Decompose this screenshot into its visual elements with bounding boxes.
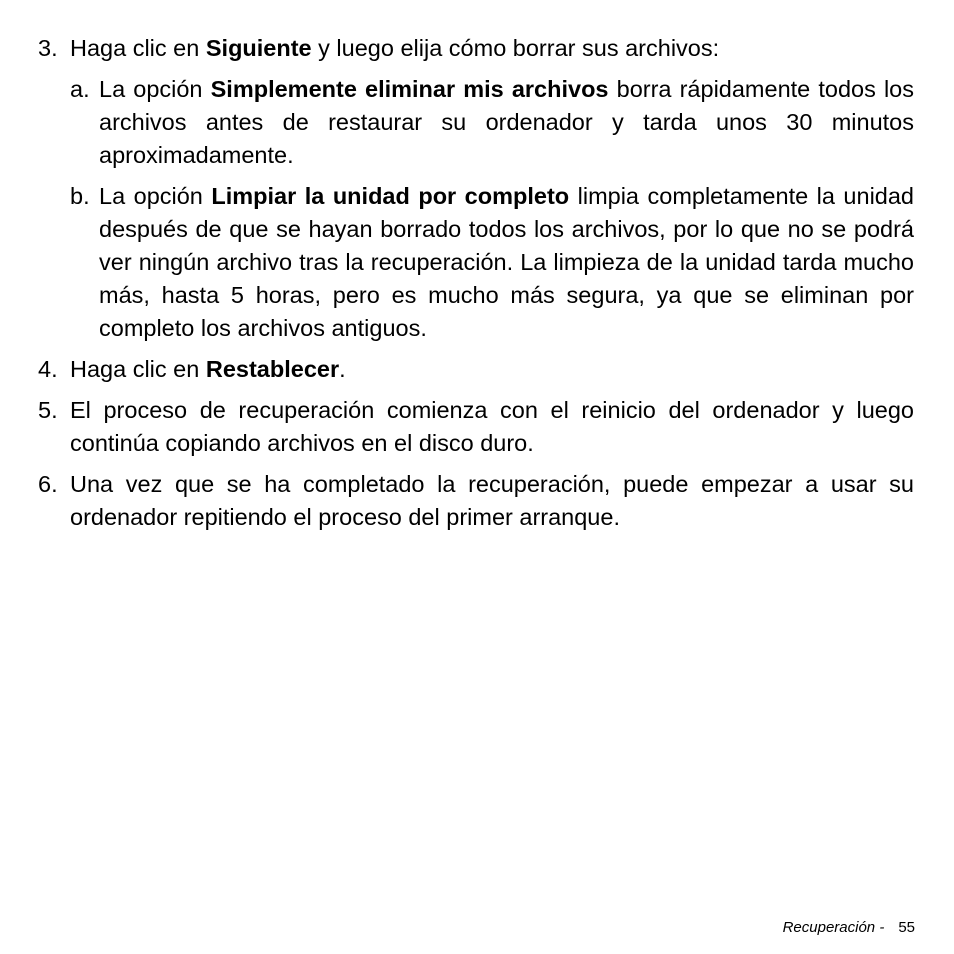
step-5	[38, 394, 914, 460]
step-number: 4.	[38, 356, 58, 382]
substep-a	[70, 73, 914, 172]
page-footer	[783, 918, 915, 938]
substep-letter: a.	[70, 76, 90, 102]
substep-text-plain: limpia completamente la unidad después de que se hayan borrado todos los archivos, por lo que no se podrá ver ningún archivo tras la recuperación. La limpieza de la unidad tarda mucho más, hasta 5 horas, pero es mucho más segura, ya que se eliminan por completo los archivos antiguos.	[99, 183, 914, 341]
step-3	[38, 32, 914, 345]
step-text: Una vez que se ha completado la recuperación, puede empezar a usar su ordenador repitiendo el proceso del primer arranque.	[70, 471, 914, 530]
step-text	[70, 353, 914, 386]
step-text-plain: .	[339, 356, 346, 382]
substep-text-plain: La opción	[99, 183, 212, 209]
document-body	[38, 32, 914, 542]
footer-section-title: Recuperación -	[782, 919, 885, 936]
step-text-plain: Haga clic en	[70, 356, 206, 382]
step-number: 5.	[38, 397, 58, 423]
substep-text-plain: La opción	[99, 76, 211, 102]
step-6	[38, 468, 914, 534]
step-number: 6.	[38, 471, 58, 497]
substep-text	[99, 180, 914, 345]
step-text: El proceso de recuperación comienza con el reinicio del ordenador y luego continúa copiando archivos en el disco duro.	[70, 397, 914, 456]
step-text	[70, 32, 914, 345]
substep-text	[99, 73, 914, 172]
step-text-plain: y luego elija cómo borrar sus archivos:	[311, 35, 720, 61]
substep-b	[70, 180, 914, 345]
step-text-bold: Siguiente	[205, 35, 312, 61]
step-number: 3.	[38, 35, 58, 61]
substep-letter: b.	[70, 183, 90, 209]
page-number: 55	[898, 919, 915, 936]
step-text-bold: Restablecer	[205, 356, 340, 382]
step-text-plain: Haga clic en	[70, 35, 206, 61]
substep-text-bold: Limpiar la unidad por completo	[211, 183, 570, 209]
substep-text-bold: Simplemente eliminar mis archivos	[210, 76, 609, 102]
substep-text-plain: borra rápidamente todos los archivos antes de restaurar su ordenador y tarda unos 30 minutos aproximadamente.	[99, 76, 914, 168]
step-4	[38, 353, 914, 386]
